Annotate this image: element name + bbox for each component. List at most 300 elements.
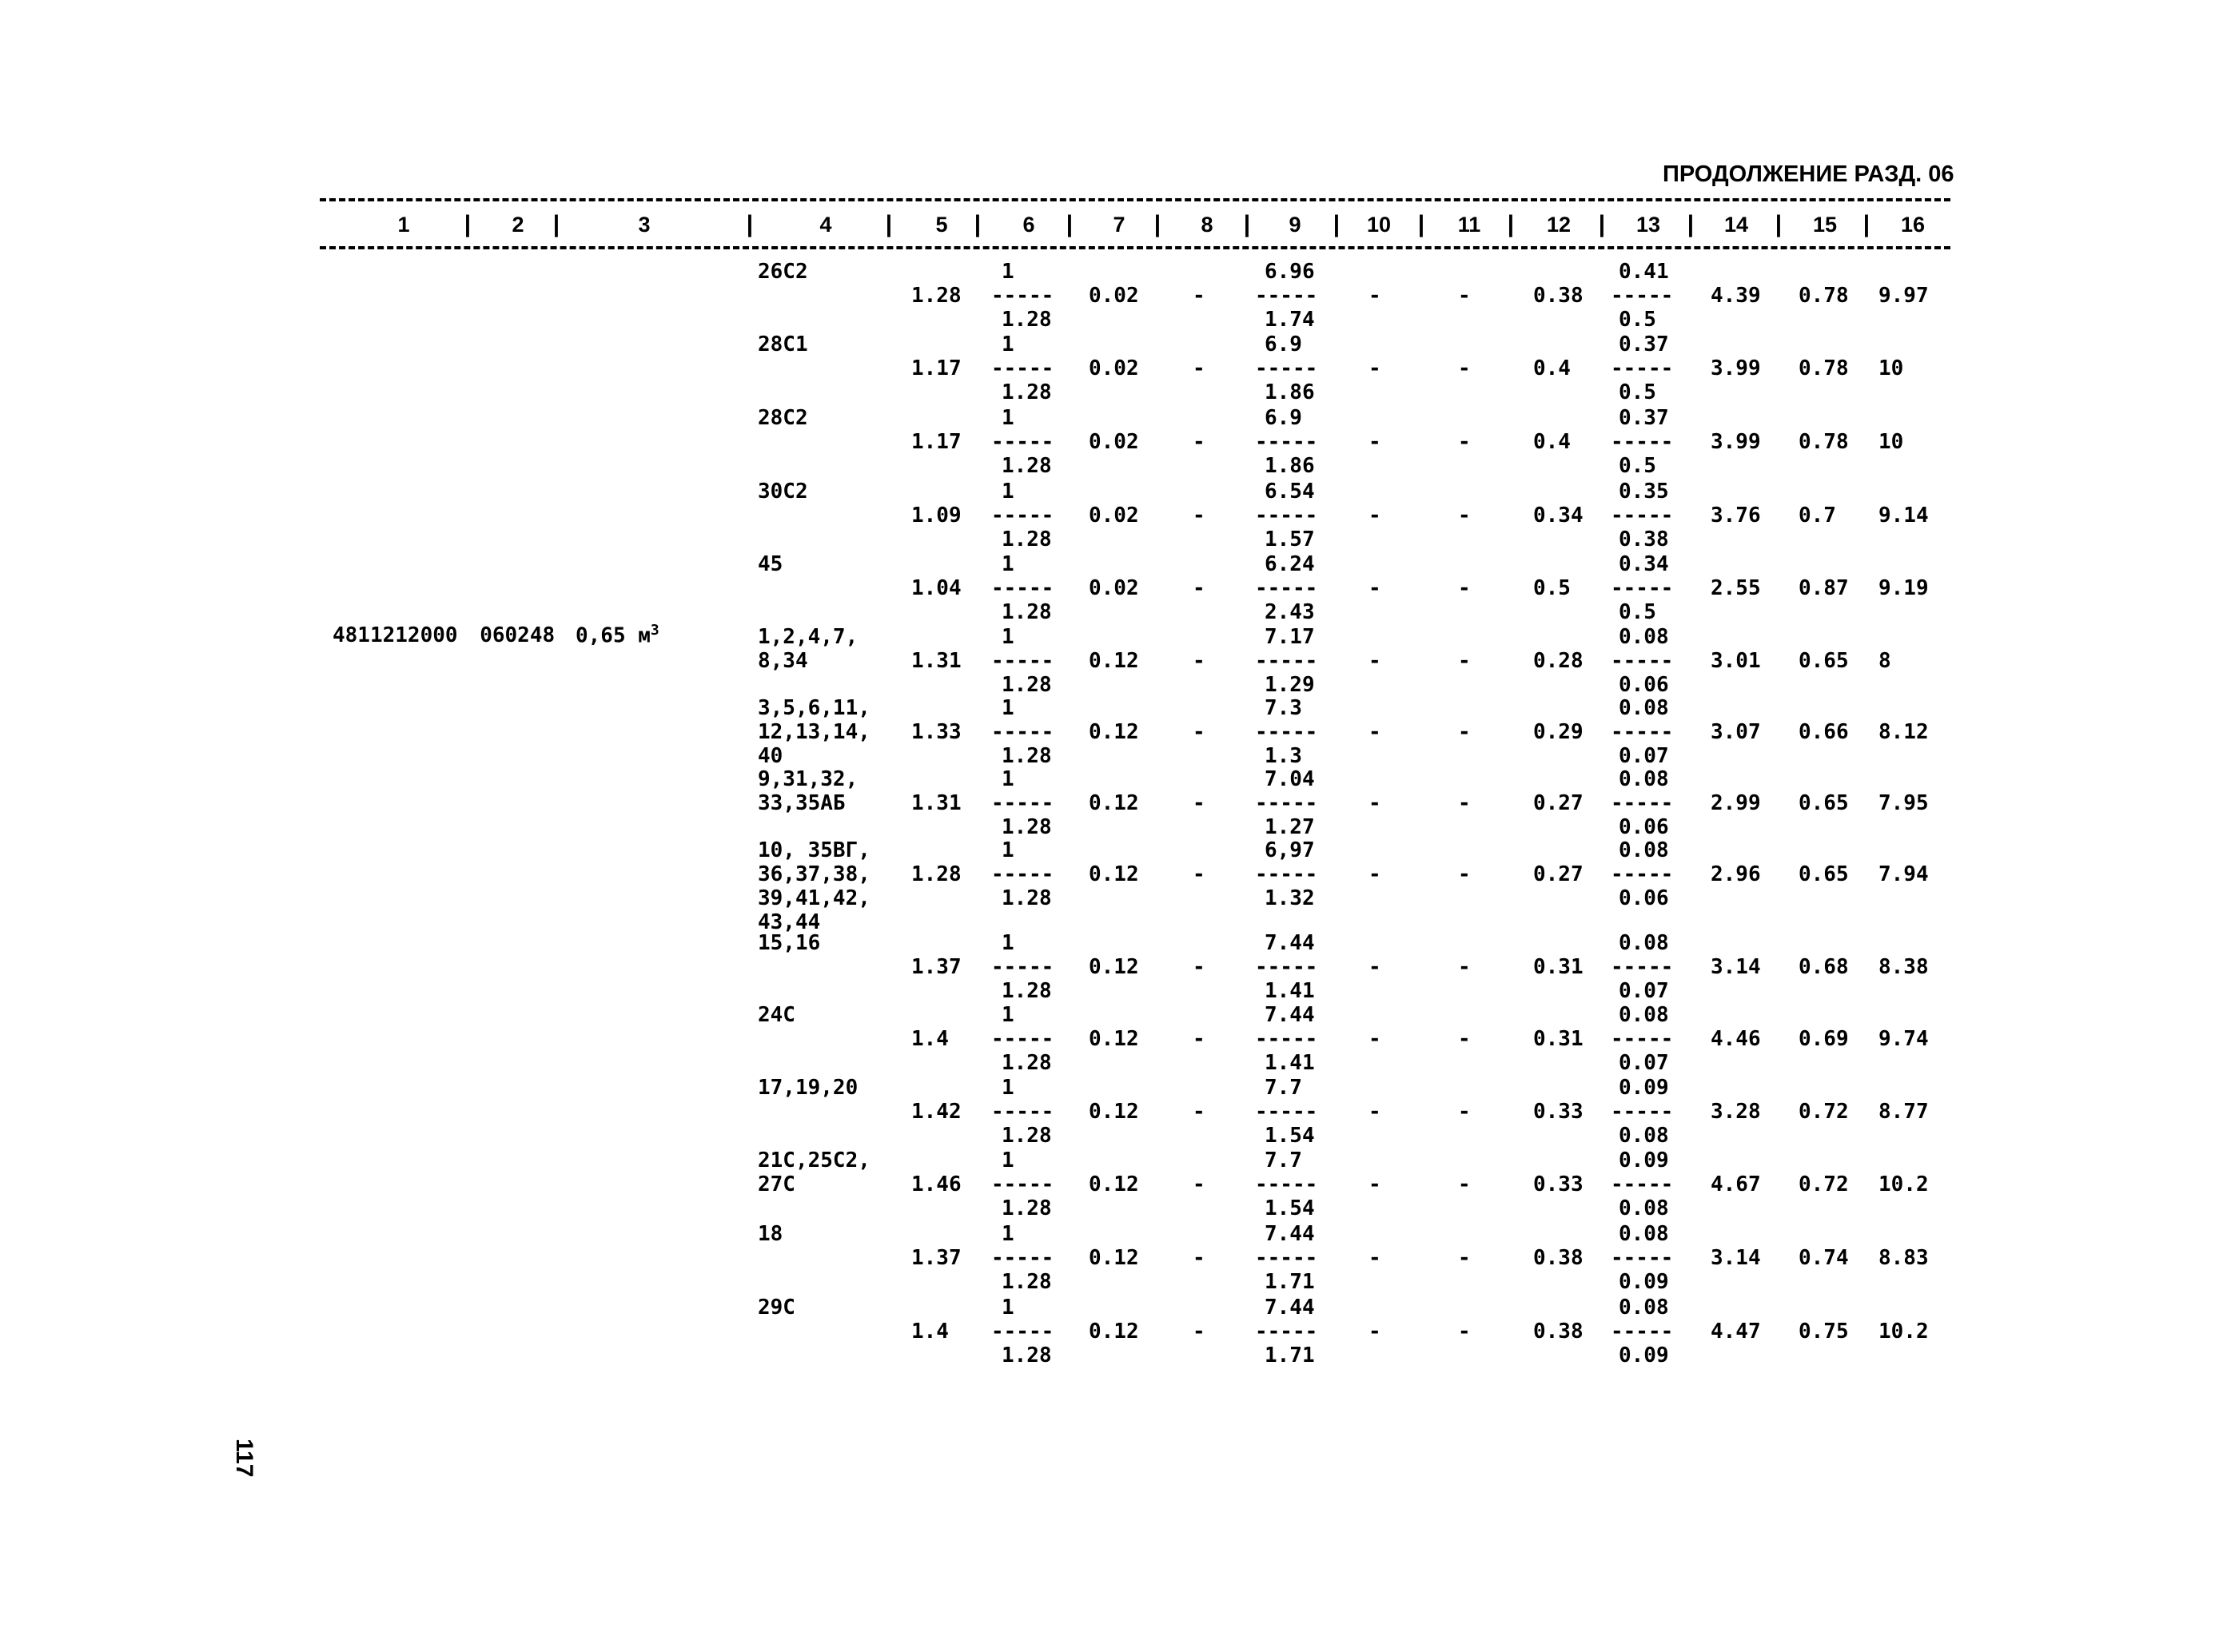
col9-fraction-line: ----- — [1255, 356, 1318, 380]
col7-value: 0.02 — [1089, 284, 1139, 308]
col8-value: - — [1193, 955, 1205, 979]
column-separator: | — [885, 211, 893, 237]
col16-value: 8.38 — [1878, 955, 1929, 979]
col9-fraction-line: ----- — [1255, 504, 1318, 527]
col7-value: 0.12 — [1089, 649, 1139, 673]
col9-numerator: 6,97 — [1265, 838, 1315, 862]
col9-denominator: 1.29 — [1265, 673, 1315, 697]
col8-value: - — [1193, 1246, 1205, 1270]
grade-label: 10, 35ВГ, — [758, 838, 870, 862]
col9-fraction-line: ----- — [1255, 649, 1318, 673]
col7-value: 0.12 — [1089, 720, 1139, 744]
col13-denominator: 0.06 — [1619, 673, 1669, 697]
col11-value: - — [1458, 955, 1471, 979]
col13-denominator: 0.07 — [1619, 1051, 1669, 1075]
col14-value: 2.96 — [1711, 862, 1761, 886]
column-separator: | — [1687, 211, 1695, 237]
col15-value: 0.65 — [1799, 862, 1849, 886]
col7-value: 0.12 — [1089, 1100, 1139, 1124]
grade-label: 18 — [758, 1222, 783, 1246]
col13-fraction-line: ----- — [1611, 1172, 1674, 1196]
col6-fraction-line: ----- — [991, 955, 1054, 979]
col9-denominator: 1.54 — [1265, 1196, 1315, 1220]
column-separator: | — [1862, 211, 1870, 237]
col6-fraction-line: ----- — [991, 1246, 1054, 1270]
col6-denominator: 1.28 — [1002, 1270, 1052, 1294]
grade-label: 15,16 — [758, 931, 821, 955]
col14-value: 3.99 — [1711, 356, 1761, 380]
column-separator: | — [1066, 211, 1074, 237]
col6-fraction-line: ----- — [991, 356, 1054, 380]
col9-denominator: 1.86 — [1265, 454, 1315, 478]
grade-label: 29С — [758, 1296, 795, 1320]
col6-denominator: 1.28 — [1002, 886, 1052, 910]
col10-value: - — [1368, 504, 1381, 527]
col5-value: 1.17 — [911, 430, 962, 454]
col5-value: 1.28 — [911, 284, 962, 308]
col11-value: - — [1458, 649, 1471, 673]
col6-fraction-line: ----- — [991, 649, 1054, 673]
col13-fraction-line: ----- — [1611, 284, 1674, 308]
col16-value: 8.83 — [1878, 1246, 1929, 1270]
col14-value: 2.55 — [1711, 576, 1761, 600]
col13-fraction-line: ----- — [1611, 1027, 1674, 1051]
column-header-16: 16 — [1900, 213, 1926, 237]
col13-fraction-line: ----- — [1611, 1246, 1674, 1270]
column-separator: | — [464, 211, 472, 237]
col14-value: 3.01 — [1711, 649, 1761, 673]
col8-value: - — [1193, 576, 1205, 600]
grade-label: 43,44 — [758, 910, 821, 934]
col8-value: - — [1193, 720, 1205, 744]
col9-denominator: 1.32 — [1265, 886, 1315, 910]
col9-denominator: 1.3 — [1265, 744, 1302, 768]
col8-value: - — [1193, 862, 1205, 886]
col15-value: 0.87 — [1799, 576, 1849, 600]
col14-value: 3.07 — [1711, 720, 1761, 744]
col9-numerator: 6.96 — [1265, 260, 1315, 284]
col15-value: 0.78 — [1799, 356, 1849, 380]
col12-value: 0.28 — [1533, 649, 1584, 673]
col5-value: 1.42 — [911, 1100, 962, 1124]
col6-numerator: 1 — [1002, 1003, 1014, 1027]
col9-fraction-line: ----- — [1255, 862, 1318, 886]
col11-value: - — [1458, 1027, 1471, 1051]
col16-value: 8.77 — [1878, 1100, 1929, 1124]
col9-fraction-line: ----- — [1255, 720, 1318, 744]
col10-value: - — [1368, 1172, 1381, 1196]
col9-fraction-line: ----- — [1255, 284, 1318, 308]
col7-value: 0.12 — [1089, 1320, 1139, 1343]
col13-numerator: 0.08 — [1619, 1003, 1669, 1027]
col11-value: - — [1458, 1246, 1471, 1270]
col6-fraction-line: ----- — [991, 576, 1054, 600]
col13-numerator: 0.08 — [1619, 931, 1669, 955]
col16-value: 9.14 — [1878, 504, 1929, 527]
col7-value: 0.02 — [1089, 576, 1139, 600]
col8-value: - — [1193, 1027, 1205, 1051]
col13-fraction-line: ----- — [1611, 356, 1674, 380]
col6-numerator: 1 — [1002, 767, 1014, 791]
col15-value: 0.78 — [1799, 430, 1849, 454]
col6-fraction-line: ----- — [991, 1027, 1054, 1051]
col6-fraction-line: ----- — [991, 504, 1054, 527]
col9-numerator: 6.9 — [1265, 406, 1302, 430]
column-header-9: 9 — [1289, 213, 1301, 237]
col9-fraction-line: ----- — [1255, 791, 1318, 815]
col10-value: - — [1368, 1100, 1381, 1124]
column-header-14: 14 — [1723, 213, 1749, 237]
col6-denominator: 1.28 — [1002, 815, 1052, 839]
col9-fraction-line: ----- — [1255, 1246, 1318, 1270]
col8-value: - — [1193, 356, 1205, 380]
col16-value: 9.74 — [1878, 1027, 1929, 1051]
col7-value: 0.12 — [1089, 1027, 1139, 1051]
col6-numerator: 1 — [1002, 332, 1014, 356]
col7-value: 0.02 — [1089, 504, 1139, 527]
col13-numerator: 0.09 — [1619, 1148, 1669, 1172]
col14-value: 4.39 — [1711, 284, 1761, 308]
col9-numerator: 7.17 — [1265, 625, 1315, 649]
col9-denominator: 1.54 — [1265, 1124, 1315, 1148]
col13-fraction-line: ----- — [1611, 1320, 1674, 1343]
col13-numerator: 0.34 — [1619, 552, 1669, 576]
page-number: 117 — [231, 1439, 257, 1478]
col10-value: - — [1368, 862, 1381, 886]
col9-numerator: 6.24 — [1265, 552, 1315, 576]
col12-value: 0.31 — [1533, 1027, 1584, 1051]
col9-fraction-line: ----- — [1255, 955, 1318, 979]
grade-label: 28С1 — [758, 332, 808, 356]
col9-numerator: 7.7 — [1265, 1076, 1302, 1100]
column-header-11: 11 — [1457, 213, 1481, 237]
grade-label: 39,41,42, — [758, 886, 870, 910]
column-header-1: 1 — [397, 213, 410, 237]
col13-fraction-line: ----- — [1611, 720, 1674, 744]
col15-value: 0.75 — [1799, 1320, 1849, 1343]
col13-numerator: 0.37 — [1619, 332, 1669, 356]
col13-numerator: 0.08 — [1619, 696, 1669, 720]
col16-value: 9.19 — [1878, 576, 1929, 600]
col13-denominator: 0.5 — [1619, 600, 1656, 624]
col9-numerator: 7.3 — [1265, 696, 1302, 720]
col11-value: - — [1458, 430, 1471, 454]
col9-fraction-line: ----- — [1255, 1172, 1318, 1196]
col10-value: - — [1368, 1320, 1381, 1343]
col9-numerator: 6.9 — [1265, 332, 1302, 356]
col8-value: - — [1193, 1172, 1205, 1196]
col10-value: - — [1368, 576, 1381, 600]
col8-value: - — [1193, 504, 1205, 527]
volume-text: 0,65 м — [576, 623, 651, 648]
col16-value: 7.94 — [1878, 862, 1929, 886]
column-header-8: 8 — [1201, 213, 1213, 237]
col8-value: - — [1193, 791, 1205, 815]
column-header-2: 2 — [512, 213, 524, 237]
column-separator: | — [1775, 211, 1783, 237]
col5-value: 1.4 — [911, 1320, 949, 1343]
col13-denominator: 0.06 — [1619, 886, 1669, 910]
col5-value: 1.09 — [911, 504, 962, 527]
col11-value: - — [1458, 284, 1471, 308]
col6-numerator: 1 — [1002, 1148, 1014, 1172]
col6-denominator: 1.28 — [1002, 1051, 1052, 1075]
column-header-7: 7 — [1113, 213, 1125, 237]
col6-denominator: 1.28 — [1002, 979, 1052, 1003]
col10-value: - — [1368, 649, 1381, 673]
col9-numerator: 7.44 — [1265, 1003, 1315, 1027]
col12-value: 0.38 — [1533, 284, 1584, 308]
col7-value: 0.02 — [1089, 430, 1139, 454]
col16-value: 7.95 — [1878, 791, 1929, 815]
col7-value: 0.12 — [1089, 955, 1139, 979]
col12-value: 0.33 — [1533, 1100, 1584, 1124]
col12-value: 0.27 — [1533, 862, 1584, 886]
col6-numerator: 1 — [1002, 625, 1014, 649]
col12-value: 0.5 — [1533, 576, 1571, 600]
col6-denominator: 1.28 — [1002, 1196, 1052, 1220]
grade-label: 27С — [758, 1172, 795, 1196]
col9-denominator: 1.57 — [1265, 527, 1315, 551]
col9-denominator: 1.41 — [1265, 1051, 1315, 1075]
column-separator: | — [746, 211, 754, 237]
col9-fraction-line: ----- — [1255, 1100, 1318, 1124]
col13-numerator: 0.08 — [1619, 1222, 1669, 1246]
col8-value: - — [1193, 1320, 1205, 1343]
col15-value: 0.72 — [1799, 1172, 1849, 1196]
col13-denominator: 0.06 — [1619, 815, 1669, 839]
col10-value: - — [1368, 356, 1381, 380]
col11-value: - — [1458, 1172, 1471, 1196]
col6-numerator: 1 — [1002, 260, 1014, 284]
col10-value: - — [1368, 1027, 1381, 1051]
col13-denominator: 0.08 — [1619, 1124, 1669, 1148]
col13-numerator: 0.08 — [1619, 1296, 1669, 1320]
column-header-5: 5 — [935, 213, 948, 237]
col15-value: 0.78 — [1799, 284, 1849, 308]
col13-denominator: 0.07 — [1619, 979, 1669, 1003]
col5-value: 1.33 — [911, 720, 962, 744]
col9-fraction-line: ----- — [1255, 1320, 1318, 1343]
col12-value: 0.38 — [1533, 1320, 1584, 1343]
col6-fraction-line: ----- — [991, 284, 1054, 308]
col16-value: 8 — [1878, 649, 1891, 673]
col13-numerator: 0.08 — [1619, 767, 1669, 791]
grade-label: 45 — [758, 552, 783, 576]
col6-denominator: 1.28 — [1002, 1124, 1052, 1148]
col13-denominator: 0.38 — [1619, 527, 1669, 551]
col9-denominator: 2.43 — [1265, 600, 1315, 624]
col16-value: 10.2 — [1878, 1320, 1929, 1343]
col14-value: 3.76 — [1711, 504, 1761, 527]
col13-fraction-line: ----- — [1611, 1100, 1674, 1124]
col6-numerator: 1 — [1002, 480, 1014, 504]
column-header-13: 13 — [1635, 213, 1661, 237]
col11-value: - — [1458, 862, 1471, 886]
col14-value: 4.46 — [1711, 1027, 1761, 1051]
col9-numerator: 7.7 — [1265, 1148, 1302, 1172]
col10-value: - — [1368, 430, 1381, 454]
col12-value: 0.27 — [1533, 791, 1584, 815]
col15-value: 0.66 — [1799, 720, 1849, 744]
grade-label: 1,2,4,7, — [758, 625, 859, 649]
col8-value: - — [1193, 284, 1205, 308]
col8-value: - — [1193, 430, 1205, 454]
col11-value: - — [1458, 791, 1471, 815]
col9-numerator: 6.54 — [1265, 480, 1315, 504]
col16-value: 10 — [1878, 430, 1904, 454]
col15-value: 0.68 — [1799, 955, 1849, 979]
col13-fraction-line: ----- — [1611, 504, 1674, 527]
col16-value: 10 — [1878, 356, 1904, 380]
col13-numerator: 0.41 — [1619, 260, 1669, 284]
col10-value: - — [1368, 1246, 1381, 1270]
grade-label: 40 — [758, 744, 783, 768]
column-separator: | — [1333, 211, 1341, 237]
col6-numerator: 1 — [1002, 552, 1014, 576]
col13-denominator: 0.09 — [1619, 1343, 1669, 1367]
col5-value: 1.31 — [911, 791, 962, 815]
col6-denominator: 1.28 — [1002, 380, 1052, 404]
col15-value: 0.65 — [1799, 649, 1849, 673]
col11-value: - — [1458, 1100, 1471, 1124]
grade-label: 8,34 — [758, 649, 808, 673]
col6-denominator: 1.28 — [1002, 308, 1052, 332]
col11-value: - — [1458, 1320, 1471, 1343]
col10-value: - — [1368, 791, 1381, 815]
column-header-6: 6 — [1022, 213, 1035, 237]
col9-denominator: 1.41 — [1265, 979, 1315, 1003]
col6-numerator: 1 — [1002, 1296, 1014, 1320]
col6-fraction-line: ----- — [991, 862, 1054, 886]
col6-fraction-line: ----- — [991, 791, 1054, 815]
col12-value: 0.4 — [1533, 430, 1571, 454]
col11-value: - — [1458, 720, 1471, 744]
col6-denominator: 1.28 — [1002, 1343, 1052, 1367]
col6-numerator: 1 — [1002, 1222, 1014, 1246]
col16-value: 9.97 — [1878, 284, 1929, 308]
col9-denominator: 1.71 — [1265, 1343, 1315, 1367]
column-separator: | — [1507, 211, 1515, 237]
col6-fraction-line: ----- — [991, 1172, 1054, 1196]
col7-value: 0.12 — [1089, 1246, 1139, 1270]
column-header-3: 3 — [638, 213, 651, 237]
col5-value: 1.31 — [911, 649, 962, 673]
col7-value: 0.12 — [1089, 791, 1139, 815]
column-separator: | — [1243, 211, 1251, 237]
col5-value: 1.37 — [911, 955, 962, 979]
col6-numerator: 1 — [1002, 406, 1014, 430]
col5-value: 1.4 — [911, 1027, 949, 1051]
column-header-4: 4 — [819, 213, 832, 237]
col6-denominator: 1.28 — [1002, 454, 1052, 478]
col11-value: - — [1458, 356, 1471, 380]
grade-label: 24С — [758, 1003, 795, 1027]
col9-denominator: 1.74 — [1265, 308, 1315, 332]
col12-value: 0.34 — [1533, 504, 1584, 527]
grade-label: 17,19,20 — [758, 1076, 859, 1100]
col14-value: 4.67 — [1711, 1172, 1761, 1196]
product-code-2: 060248 — [480, 623, 556, 647]
col13-numerator: 0.37 — [1619, 406, 1669, 430]
section-title: ПРОДОЛЖЕНИЕ РАЗД. 06 — [1663, 161, 1954, 187]
col9-fraction-line: ----- — [1255, 576, 1318, 600]
col6-denominator: 1.28 — [1002, 673, 1052, 697]
col14-value: 3.28 — [1711, 1100, 1761, 1124]
col12-value: 0.4 — [1533, 356, 1571, 380]
col9-fraction-line: ----- — [1255, 1027, 1318, 1051]
col9-numerator: 7.44 — [1265, 1296, 1315, 1320]
col12-value: 0.38 — [1533, 1246, 1584, 1270]
col13-fraction-line: ----- — [1611, 791, 1674, 815]
col15-value: 0.69 — [1799, 1027, 1849, 1051]
grade-label: 33,35АБ — [758, 791, 846, 815]
col13-numerator: 0.35 — [1619, 480, 1669, 504]
col6-numerator: 1 — [1002, 696, 1014, 720]
col10-value: - — [1368, 955, 1381, 979]
col7-value: 0.12 — [1089, 1172, 1139, 1196]
grade-label: 9,31,32, — [758, 767, 859, 791]
column-header-12: 12 — [1546, 213, 1572, 237]
col13-fraction-line: ----- — [1611, 430, 1674, 454]
col6-numerator: 1 — [1002, 931, 1014, 955]
col14-value: 3.14 — [1711, 1246, 1761, 1270]
col5-value: 1.28 — [911, 862, 962, 886]
grade-label: 12,13,14, — [758, 720, 870, 744]
col5-value: 1.04 — [911, 576, 962, 600]
col14-value: 2.99 — [1711, 791, 1761, 815]
col12-value: 0.29 — [1533, 720, 1584, 744]
column-header-10: 10 — [1366, 213, 1392, 237]
col16-value: 10.2 — [1878, 1172, 1929, 1196]
col6-fraction-line: ----- — [991, 720, 1054, 744]
col6-numerator: 1 — [1002, 838, 1014, 862]
col6-fraction-line: ----- — [991, 430, 1054, 454]
col6-denominator: 1.28 — [1002, 744, 1052, 768]
col9-numerator: 7.04 — [1265, 767, 1315, 791]
col6-fraction-line: ----- — [991, 1100, 1054, 1124]
column-separator: | — [1417, 211, 1425, 237]
col15-value: 0.72 — [1799, 1100, 1849, 1124]
product-code-1: 4811212000 — [333, 623, 458, 647]
col12-value: 0.33 — [1533, 1172, 1584, 1196]
col8-value: - — [1193, 1100, 1205, 1124]
col6-denominator: 1.28 — [1002, 600, 1052, 624]
col13-denominator: 0.08 — [1619, 1196, 1669, 1220]
col15-value: 0.74 — [1799, 1246, 1849, 1270]
col5-value: 1.37 — [911, 1246, 962, 1270]
col13-fraction-line: ----- — [1611, 955, 1674, 979]
col13-denominator: 0.09 — [1619, 1270, 1669, 1294]
col9-numerator: 7.44 — [1265, 931, 1315, 955]
column-separator: | — [552, 211, 560, 237]
col13-fraction-line: ----- — [1611, 649, 1674, 673]
col11-value: - — [1458, 576, 1471, 600]
col13-fraction-line: ----- — [1611, 576, 1674, 600]
col7-value: 0.02 — [1089, 356, 1139, 380]
col14-value: 3.14 — [1711, 955, 1761, 979]
col14-value: 4.47 — [1711, 1320, 1761, 1343]
col9-numerator: 7.44 — [1265, 1222, 1315, 1246]
col15-value: 0.65 — [1799, 791, 1849, 815]
col13-denominator: 0.5 — [1619, 454, 1656, 478]
column-header-15: 15 — [1812, 213, 1838, 237]
col13-numerator: 0.08 — [1619, 838, 1669, 862]
col11-value: - — [1458, 504, 1471, 527]
col10-value: - — [1368, 720, 1381, 744]
col9-denominator: 1.86 — [1265, 380, 1315, 404]
col6-numerator: 1 — [1002, 1076, 1014, 1100]
